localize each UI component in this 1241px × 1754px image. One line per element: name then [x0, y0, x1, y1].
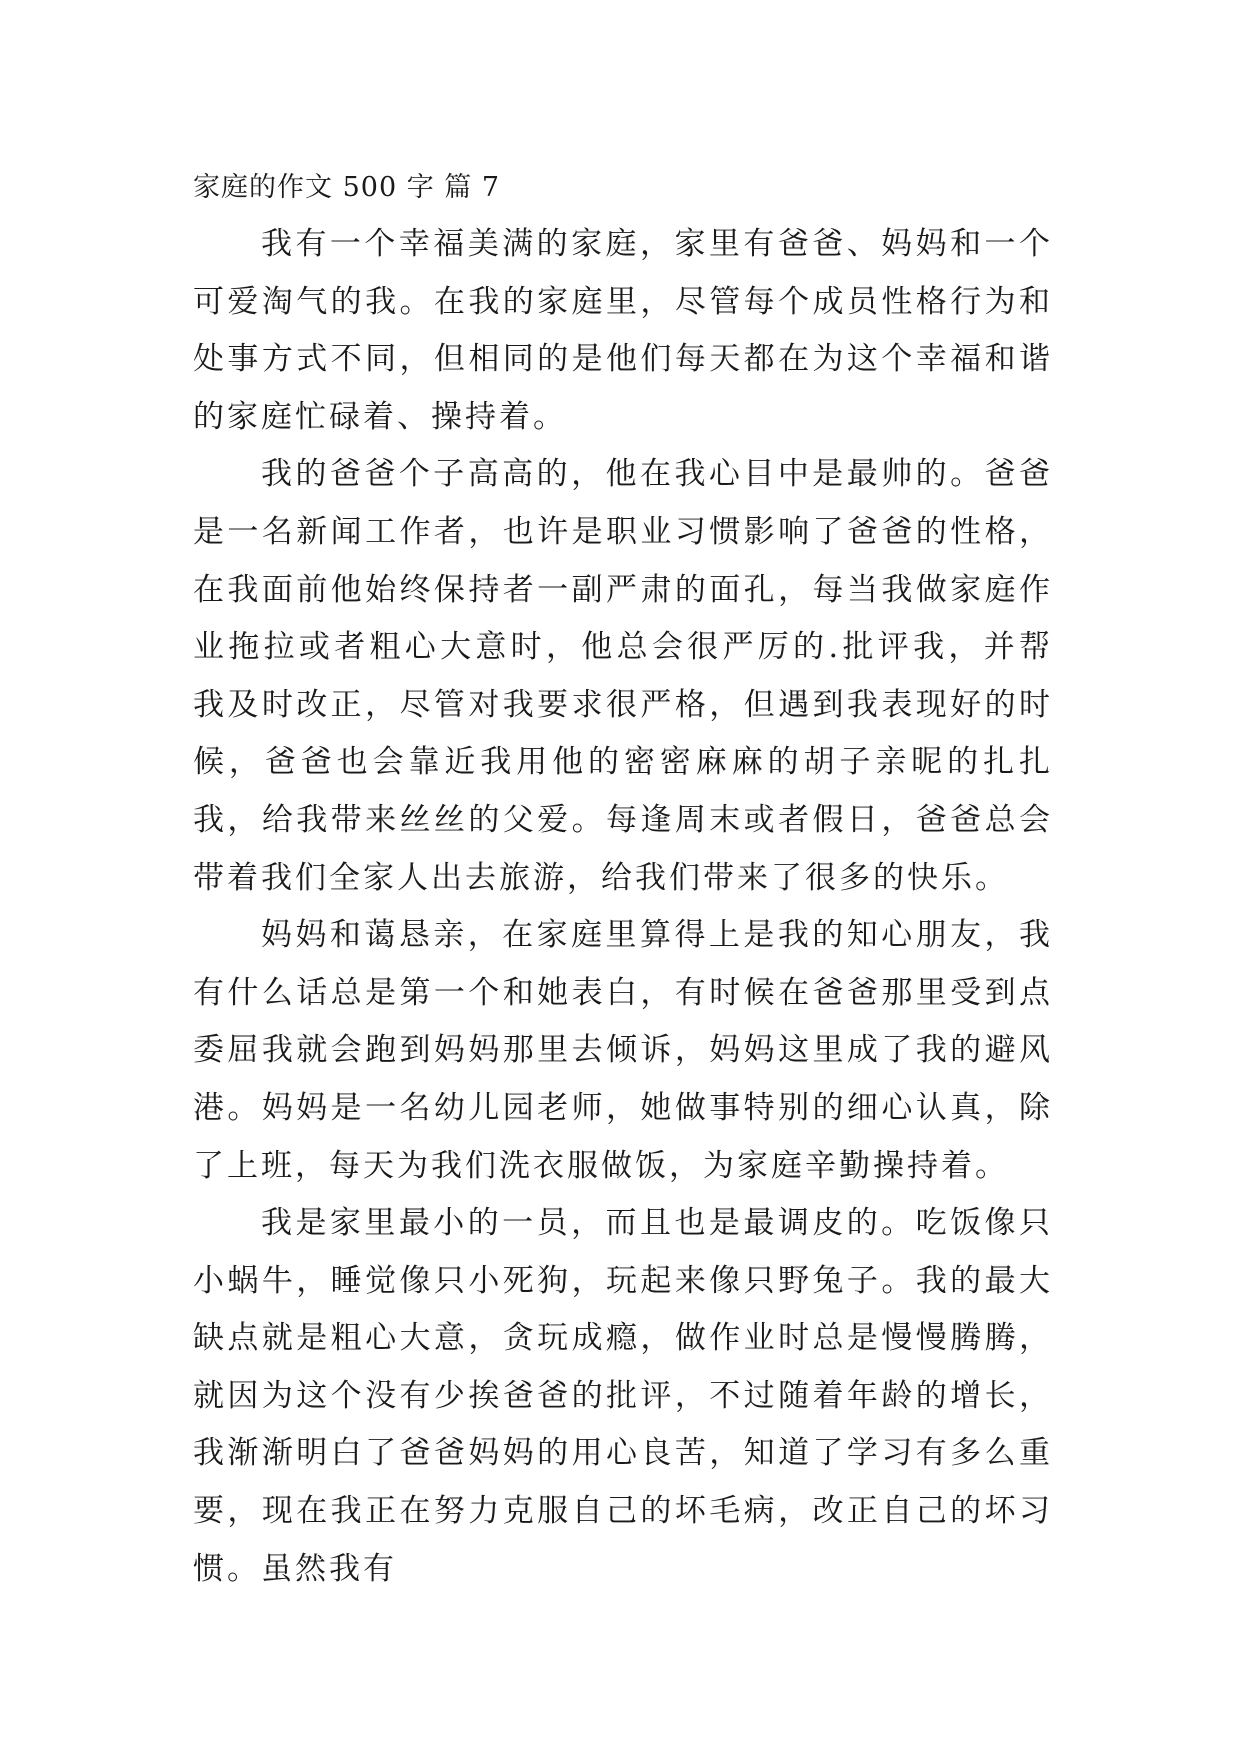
paragraph-4: 我是家里最小的一员，而且也是最调皮的。吃饭像只小蜗牛，睡觉像只小死狗，玩起来像只野兔子。我的最大缺点就是粗心大意，贪玩成瘾，做作业时总是慢慢腾腾，就因为这个没有少挨爸爸的批评，不过随着年龄的增长，我渐渐明白了爸爸妈妈的用心良苦，知道了学习有多么重要，现在我正在努力克服自己的坏毛病，改正自己的坏习惯。虽然我有 [193, 1205, 1053, 1587]
paragraph-2: 我的爸爸个子高高的，他在我心目中是最帅的。爸爸是一名新闻工作者，也许是职业习惯影响了爸爸的性格，在我面前他始终保持者一副严肃的面孔，每当我做家庭作业拖拉或者粗心大意时，他总会很严厉的.批评我，并帮我及时改正，尽管对我要求很严格，但遇到我表现好的时候，爸爸也会靠近我用他的密密麻麻的胡子亲昵的扎扎我，给我带来丝丝的父爱。每逢周末或者假日，爸爸总会带着我们全家人出去旅游，给我们带来了很多的快乐。 [193, 456, 1053, 896]
document-title: 家庭的作文 500 字 篇 7 [193, 172, 501, 203]
document-body [193, 160, 1053, 1598]
paragraph-1: 我有一个幸福美满的家庭，家里有爸爸、妈妈和一个可爱淘气的我。在我的家庭里，尽管每个成员性格行为和处事方式不同，但相同的是他们每天都在为这个幸福和谐的家庭忙碌着、操持着。 [193, 226, 1053, 435]
paragraph-3: 妈妈和蔼恳亲，在家庭里算得上是我的知心朋友，我有什么话总是第一个和她表白，有时候在爸爸那里受到点委屈我就会跑到妈妈那里去倾诉，妈妈这里成了我的避风港。妈妈是一名幼儿园老师，她做事特别的细心认真，除了上班，每天为我们洗衣服做饭，为家庭辛勤操持着。 [193, 917, 1053, 1184]
